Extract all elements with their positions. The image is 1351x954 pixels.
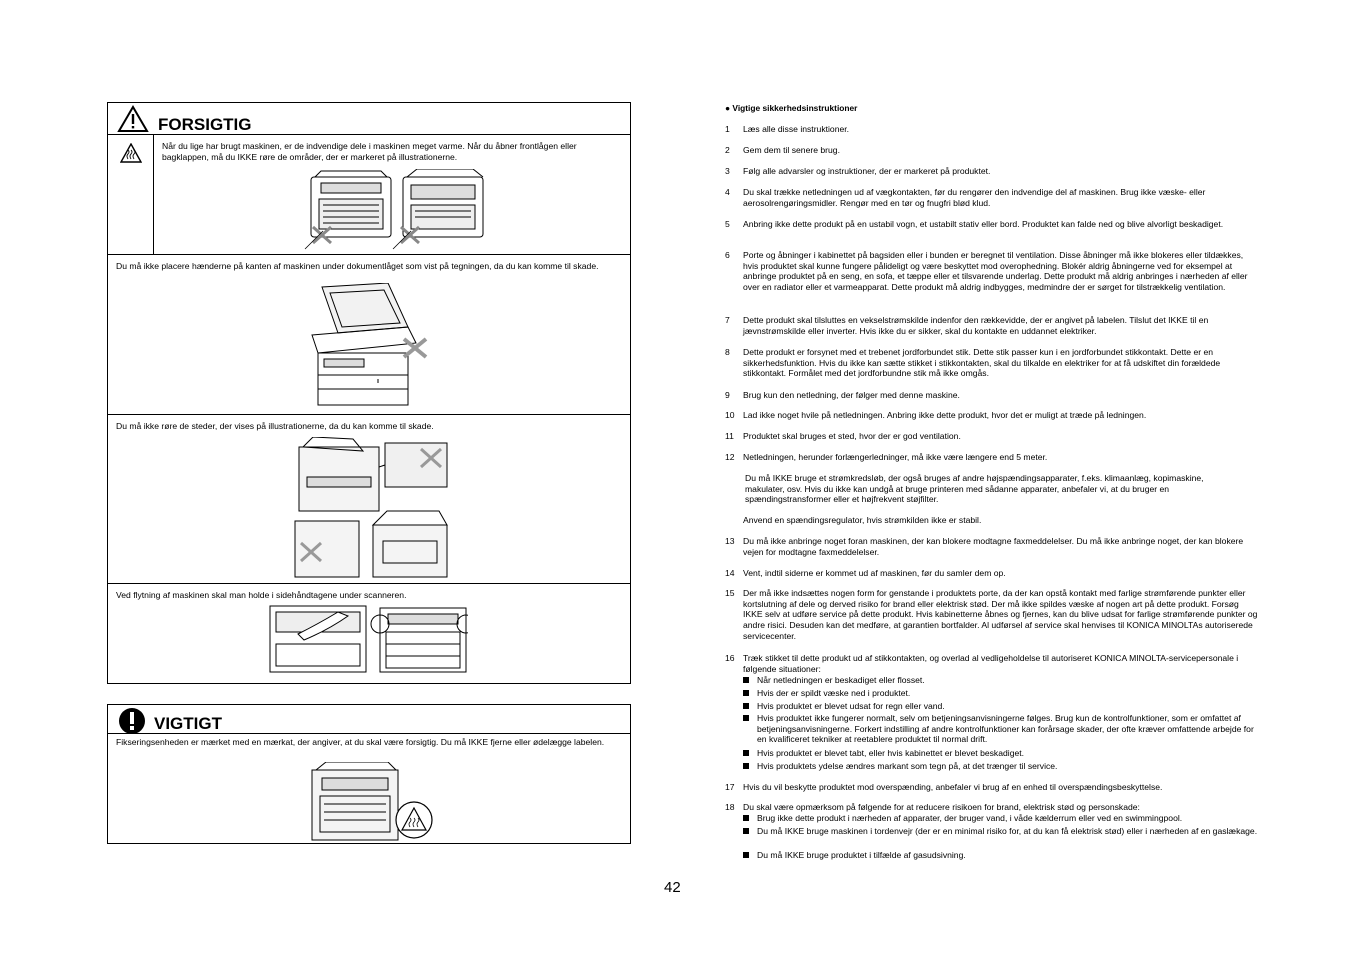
bullet-16-4: Hvis produktet ikke fungerer normalt, selv om betjeningsanvisningerne følges. Brug kun de kontrolfunktioner, som er omfattet af betjeningsanvisningerne. Forkert indstilling af andre kontrolfunktioner kan forårsage skader, der ofte kræver omfattende arbejde for en kvalificeret tekniker at reetablere produktet til normal drift. <box>743 713 1258 745</box>
touch-points-illustration <box>293 437 453 581</box>
instruction-note-12b: Anvend en spændingsregulator, hvis strømkilden ikke er stabil. <box>743 515 982 525</box>
caution-text-3: Du må ikke røre de steder, der vises på illustrationerne, da du kan komme til skade. <box>116 421 434 431</box>
caution-box <box>107 102 631 684</box>
important-header <box>108 705 630 734</box>
page-number: 42 <box>664 879 681 896</box>
bullet-18-2: Du må IKKE bruge maskinen i tordenvejr (der er en minimal risiko for, at du kan få elektrisk stød) eller i nærheden af en gaslækage. <box>743 826 1258 837</box>
bullet-18-1: Brug ikke dette produkt i nærheden af apparater, der bruger vand, i våde kælderrum eller ved en swimmingpool. <box>743 813 1258 824</box>
caution-text-4: Ved flytning af maskinen skal man holde i sidehåndtagene under scanneren. <box>116 590 407 600</box>
important-box <box>107 704 631 844</box>
caution-section-touch-points <box>108 415 630 584</box>
moving-machine-illustration <box>268 604 468 674</box>
bullet-16-5: Hvis produktet er blevet tabt, eller hvis kabinettet er blevet beskadiget. <box>743 748 1258 759</box>
caution-title: FORSIGTIG <box>158 115 252 134</box>
instruction-note-12a: Du må IKKE bruge et strømkredsløb, der også bruges af andre højspændingsapparater, f.eks. klimaanlæg, kopimaskine, makulater, osv. Hvis du ikke kan undgå at bruge printeren med sådanne apparater, anbefaler vi, at du bruger en spændingstransformer eller et højfrekvent støjfilter. <box>745 473 1204 505</box>
machine-open-front-illustration <box>303 169 493 251</box>
bullet-18-3: Du må IKKE bruge produktet i tilfælde af gasudsivning. <box>743 850 1258 861</box>
caution-text-2: Du må ikke placere hænderne på kanten af maskinen under dokumentlåget som vist på tegningen, da du kan komme til skade. <box>116 261 599 271</box>
hot-surface-cell <box>108 135 154 254</box>
caution-section-hot <box>108 135 630 255</box>
bullet-16-3: Hvis produktet er blevet udsat for regn eller vand. <box>743 701 1258 712</box>
important-text: Fikseringsenheden er mærket med en mærkat, der angiver, at du skal være forsigtig. Du må IKKE fjerne eller ødelægge labelen. <box>116 737 605 747</box>
bullet-16-1: Når netledningen er beskadiget eller flosset. <box>743 675 1258 686</box>
caution-section-moving <box>108 584 630 685</box>
bullet-16-6: Hvis produktets ydelse ændres markant som tegn på, at det trænger til service. <box>743 761 1258 772</box>
important-section <box>108 734 630 843</box>
important-title: VIGTIGT <box>154 714 222 733</box>
caution-header <box>108 103 630 135</box>
exclamation-circle-icon <box>117 707 147 735</box>
caution-section-document-cover <box>108 255 630 415</box>
caution-text-1: Når du lige har brugt maskinen, er de indvendige dele i maskinen meget varme. Når du åbner frontlågen eller bagklappen, må du IKKE røre de områder, der er markeret på illustrationerne. <box>162 141 577 162</box>
warning-triangle-icon <box>117 105 149 133</box>
instructions-heading: ● Vigtige sikkerhedsinstruktioner <box>725 103 858 113</box>
document-cover-illustration <box>308 283 438 409</box>
fuser-label-illustration <box>308 762 438 842</box>
bullet-16-2: Hvis der er spildt væske ned i produktet. <box>743 688 1258 699</box>
hot-surface-icon <box>120 143 142 163</box>
